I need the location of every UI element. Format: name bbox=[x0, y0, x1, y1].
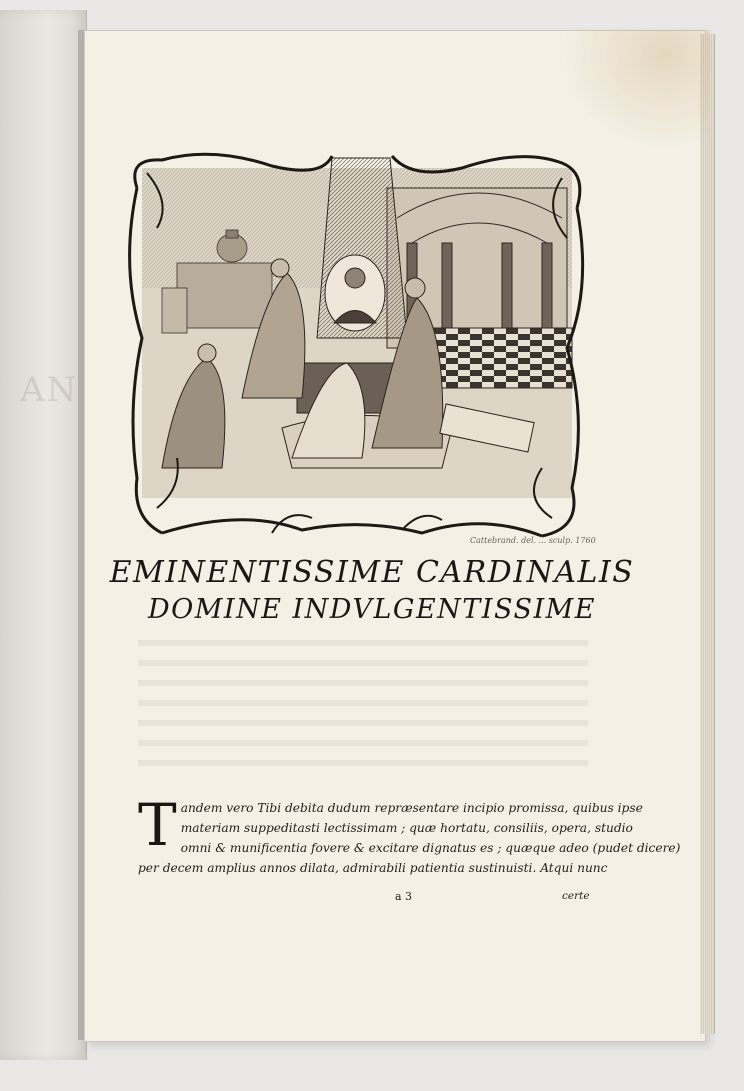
engraving-credit: Cattebrand. del. ... sculp. 1760 bbox=[470, 536, 596, 545]
dedication-heading-line1: EMINENTISSIME CARDINALIS bbox=[109, 555, 635, 590]
page-edges bbox=[700, 34, 715, 1034]
dedication-heading-line2: DOMINE INDVLGENTISSIME bbox=[147, 594, 597, 625]
facing-left-page bbox=[0, 10, 87, 1060]
body-line: materiam suppeditasti lectissimam ; quæ hortatu, consiliis, opera, studio bbox=[180, 821, 633, 835]
engraved-vignette bbox=[122, 148, 586, 544]
drop-cap: T bbox=[138, 791, 177, 859]
body-line: per decem amplius annos dilata, admirabili patientia sustinuisti. Atqui nunc bbox=[138, 861, 608, 875]
show-through-bleed bbox=[138, 640, 588, 780]
body-line: andem vero Tibi debita dudum repræsentare incipio promissa, quibus ipse bbox=[180, 801, 643, 815]
foxing-stain bbox=[560, 30, 710, 150]
show-through-text: AN bbox=[20, 370, 79, 410]
dedication-body bbox=[138, 791, 681, 878]
catchword: certe bbox=[562, 890, 590, 902]
signature-mark: a 3 bbox=[395, 890, 413, 903]
body-line: omni & munificentia fovere & excitare dignatus es ; quæque adeo (pudet dicere) bbox=[180, 841, 681, 855]
